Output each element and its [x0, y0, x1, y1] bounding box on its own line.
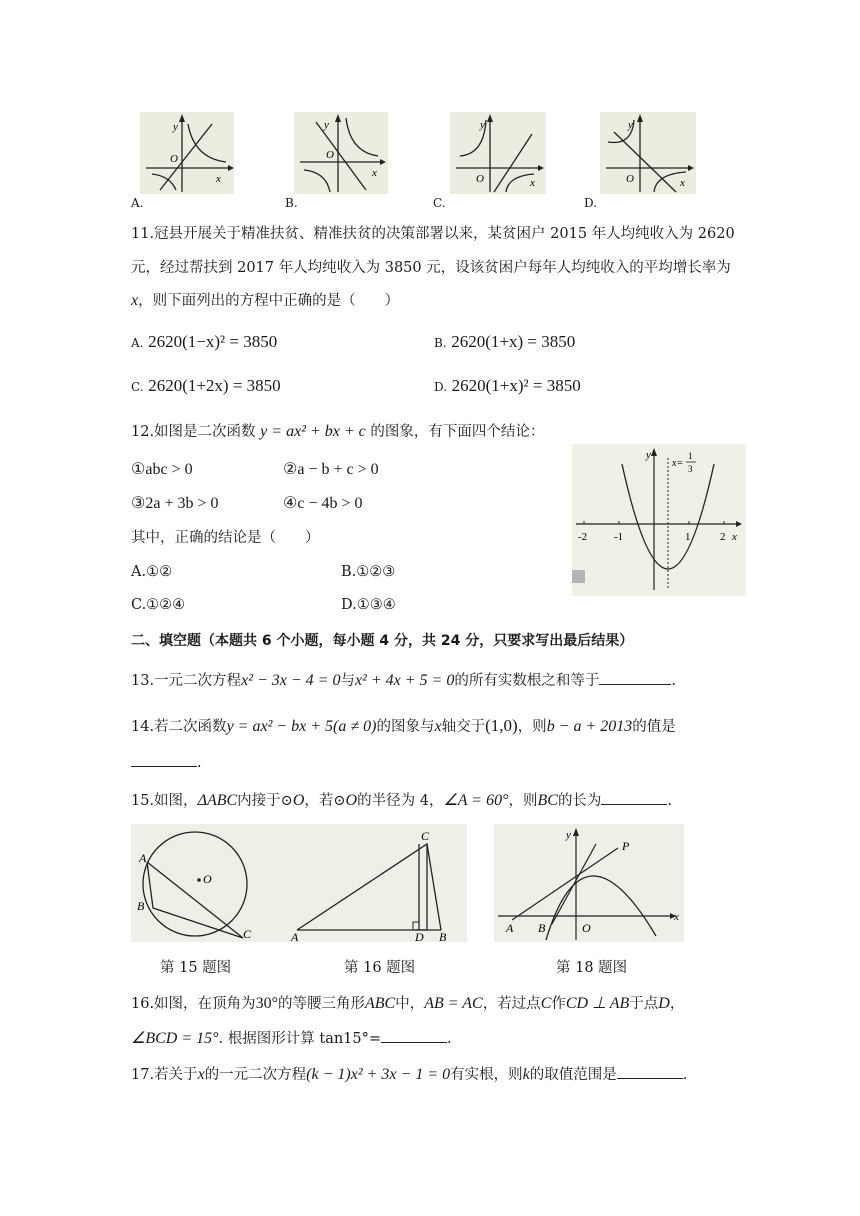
graph-d-icon: [600, 112, 696, 194]
fig16-caption: 第 16 题图: [344, 960, 416, 976]
parabola-tangent-icon: [494, 824, 684, 942]
svg-text:O: O: [203, 872, 212, 886]
section-heading: 二、填空题（本题共 6 个小题，每小题 4 分，共 24 分，只要求写出最后结果）: [131, 633, 634, 649]
q16-line2: ∠BCD = 15°. 根据图形计算 tan15°= .: [131, 1030, 452, 1047]
tick-2: 2: [720, 531, 726, 543]
svg-text:y: y: [480, 119, 485, 131]
q15: 15.如图，ΔABC内接于⊙O，若⊙O的半径为 4，∠A = 60°，则BC的长为 .: [131, 792, 673, 809]
svg-text:A: A: [506, 921, 514, 935]
tick-neg2: -2: [578, 531, 588, 543]
answer-blank[interactable]: [599, 670, 671, 685]
q12-parabola-figure: [572, 444, 746, 596]
tick-neg1: -1: [614, 531, 624, 543]
svg-text:C: C: [243, 927, 252, 941]
q16-line1: 16.如图，在顶角为30°的等腰三角形ABC中，AB = AC，若过点C作CD ⊥ AB于点D，: [131, 995, 685, 1012]
q14: 14.若二次函数y = ax² − bx + 5(a ≠ 0)的图象与x轴交于(1,0)，则b − a + 2013的值是: [131, 716, 676, 735]
q11-option-c: C. 2620(1+2x) = 3850: [131, 376, 281, 395]
option-a-graph: [140, 112, 234, 194]
axis-line-lhs: x=: [672, 458, 684, 469]
svg-text:O: O: [476, 173, 484, 185]
q12-conclusion-4: ④c − 4b > 0: [283, 495, 363, 512]
option-c-graph: [450, 112, 546, 194]
svg-text:y: y: [628, 119, 633, 131]
axis-line-num: 1: [688, 451, 693, 461]
svg-text:y: y: [324, 119, 329, 131]
answer-blank[interactable]: [131, 752, 197, 767]
svg-text:A: A: [139, 851, 147, 865]
q11-option-b: B. 2620(1+x) = 3850: [434, 332, 576, 351]
option-a-letter: A.: [131, 196, 144, 210]
q13: 13.一元二次方程x² − 3x − 4 = 0与x² + 4x + 5 = 0的所有实数根之和等于 .: [131, 672, 676, 689]
svg-text:x: x: [372, 167, 377, 179]
svg-text:x: x: [216, 173, 221, 185]
answer-blank[interactable]: [617, 1064, 683, 1079]
option-c-letter: C.: [433, 196, 446, 210]
svg-text:A: A: [291, 930, 299, 942]
q12-ask: 其中，正确的结论是（ ）: [131, 530, 320, 546]
svg-text:x: x: [674, 911, 679, 923]
graph-c-icon: [450, 112, 546, 194]
q12-conclusion-3: ③2a + 3b > 0: [131, 495, 219, 512]
svg-text:y: y: [566, 829, 571, 841]
svg-text:P: P: [622, 839, 630, 853]
q11-line1: 11.冠县开展关于精准扶贫、精准扶贫的决策部署以来，某贫困户 2015 年人均纯收入为 2620: [131, 226, 735, 242]
svg-text:y: y: [173, 121, 178, 133]
option-d-letter: D.: [584, 196, 598, 210]
option-d-graph: [600, 112, 696, 194]
q12-option-d: D.①③④: [341, 597, 396, 613]
svg-text:x: x: [530, 177, 535, 189]
graph-a-icon: [140, 112, 234, 194]
q11-option-a: A. 2620(1−x)² = 3850: [131, 332, 278, 351]
axis-x-label: x: [732, 531, 737, 543]
answer-blank[interactable]: [601, 790, 667, 805]
svg-text:B: B: [137, 899, 145, 913]
svg-text:O: O: [626, 173, 634, 185]
axis-y-label: y: [646, 449, 651, 461]
scan-mark: [572, 570, 585, 583]
svg-text:B: B: [439, 930, 447, 942]
svg-text:O: O: [582, 921, 591, 935]
q12-option-a: A.①②: [131, 564, 173, 580]
axis-line-den: 3: [688, 464, 693, 474]
option-b-graph: [294, 112, 388, 194]
svg-text:O: O: [326, 149, 334, 161]
svg-text:D: D: [415, 930, 424, 942]
svg-text:B: B: [538, 921, 546, 935]
q11-option-d: D. 2620(1+x)² = 3850: [434, 376, 581, 395]
graph-b-icon: [294, 112, 388, 194]
inscribed-triangle-icon: [131, 824, 467, 942]
fig18-graph: [494, 824, 684, 942]
q12-option-b: B.①②③: [341, 564, 396, 580]
option-b-letter: B.: [285, 196, 298, 210]
svg-text:x: x: [680, 177, 685, 189]
tick-1: 1: [685, 531, 691, 543]
q12-stem: 12.如图是二次函数 y = ax² + bx + c 的图象，有下面四个结论：: [131, 423, 545, 440]
q12-conclusion-2: ②a − b + c > 0: [283, 461, 379, 478]
svg-text:C: C: [421, 829, 430, 843]
answer-blank[interactable]: [381, 1028, 447, 1043]
q12-conclusion-1: ①abc > 0: [131, 461, 193, 478]
q12-option-c: C.①②④: [131, 597, 186, 613]
svg-text:O: O: [170, 153, 178, 165]
q11-line2: 元，经过帮扶到 2017 年人均纯收入为 3850 元，设该贫困户每年人均纯收入的平均增长率为: [131, 260, 731, 276]
fig15-circle: [131, 824, 467, 942]
q11-line3: x，则下面列出的方程中正确的是（ ）: [131, 292, 400, 309]
parabola-icon: [572, 444, 746, 596]
fig18-caption: 第 18 题图: [556, 960, 628, 976]
q17: 17.若关于x的一元二次方程(k − 1)x² + 3x − 1 = 0有实根，则k的取值范围是 .: [131, 1066, 688, 1083]
q14-blank-line: .: [131, 752, 202, 773]
fig15-caption: 第 15 题图: [160, 960, 232, 976]
